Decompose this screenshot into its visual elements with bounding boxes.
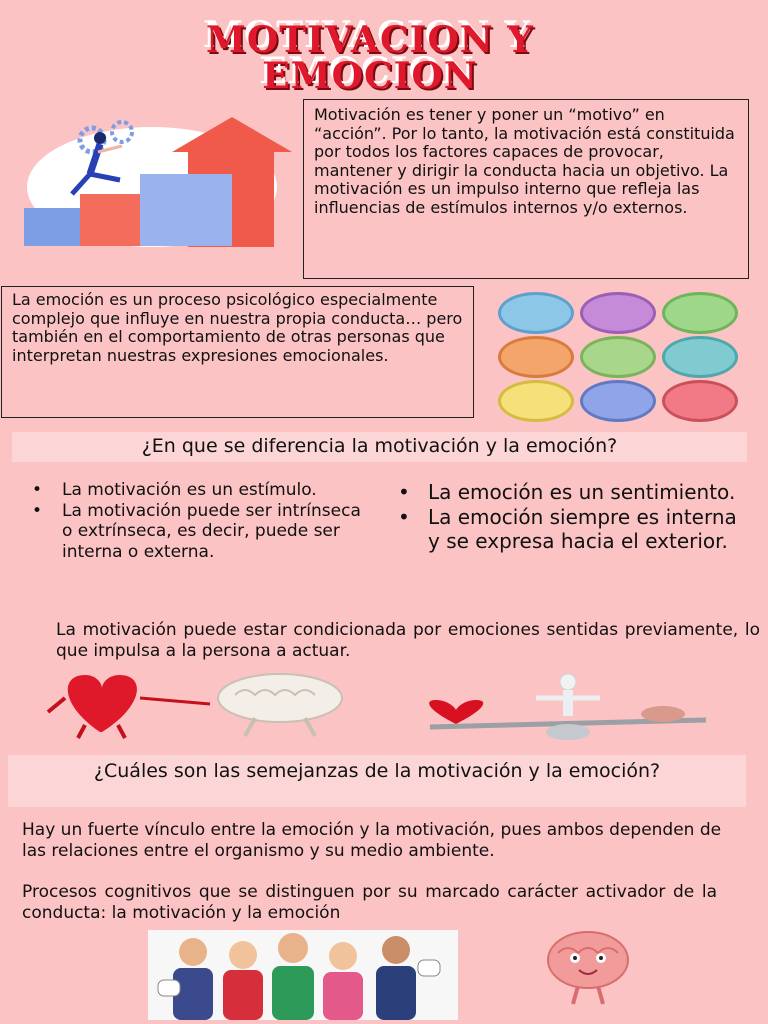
stairs-arrow-illustration (22, 112, 297, 252)
face-icon (580, 380, 656, 422)
list-item: • La motivación puede ser intrínseca o extrínseca, es decir, puede ser interna o externa. (30, 501, 370, 563)
face-icon (498, 336, 574, 378)
motivation-bullet-list (30, 480, 370, 562)
face-icon (580, 292, 656, 334)
motivation-definition: Motivación es tener y poner un “motivo” en “acción”. Por lo tanto, la motivación está constituida por todos los factores capaces de provocar, mantener y dirigir la conducta hacia un objetivo. La motivación es un impulso interno que refleja las influencias de estímulos internos y/o externos. (303, 99, 749, 279)
face-icon (498, 380, 574, 422)
face-icon (662, 292, 738, 334)
section-heading-similarities: ¿Cuáles son las semejanzas de la motivación y la emoción? (8, 755, 746, 807)
face-icon (498, 292, 574, 334)
similarities-paragraph-1: Hay un fuerte vínculo entre la emoción y la motivación, pues ambos dependen de las relaciones entre el organismo y su medio ambiente. (22, 820, 722, 861)
page-title-line1: MOTIVACION Y (206, 19, 534, 61)
emotion-faces-illustration (498, 290, 743, 420)
heart-brain-illustration (40, 670, 350, 740)
list-item: • La emoción es un sentimiento. (396, 480, 746, 505)
conditioning-note: La motivación puede estar condicionada por emociones sentidas previamente, lo que impulsa a la persona a actuar. (56, 620, 760, 661)
emotion-definition: La emoción es un proceso psicológico especialmente complejo que influye en nuestra propia conducta… pero también en el comportamiento de otras personas que interpretan nuestras expresiones emocionales. (1, 286, 474, 418)
page-title-line2: EMOCION (262, 55, 478, 97)
list-item: • La motivación es un estímulo. (30, 480, 370, 501)
face-icon (662, 380, 738, 422)
list-item: • La emoción siempre es interna y se expresa hacia el exterior. (396, 505, 746, 554)
face-icon (662, 336, 738, 378)
cartoon-brain-illustration (543, 928, 633, 1008)
face-icon (580, 336, 656, 378)
people-masks-illustration (148, 930, 458, 1020)
balance-illustration (418, 672, 718, 742)
emotion-bullet-list (396, 480, 746, 554)
section-heading-differences: ¿En que se diferencia la motivación y la emoción? (12, 432, 747, 462)
similarities-paragraph-2: Procesos cognitivos que se distinguen por su marcado carácter activador de la conducta: la motivación y la emoción (22, 882, 717, 923)
